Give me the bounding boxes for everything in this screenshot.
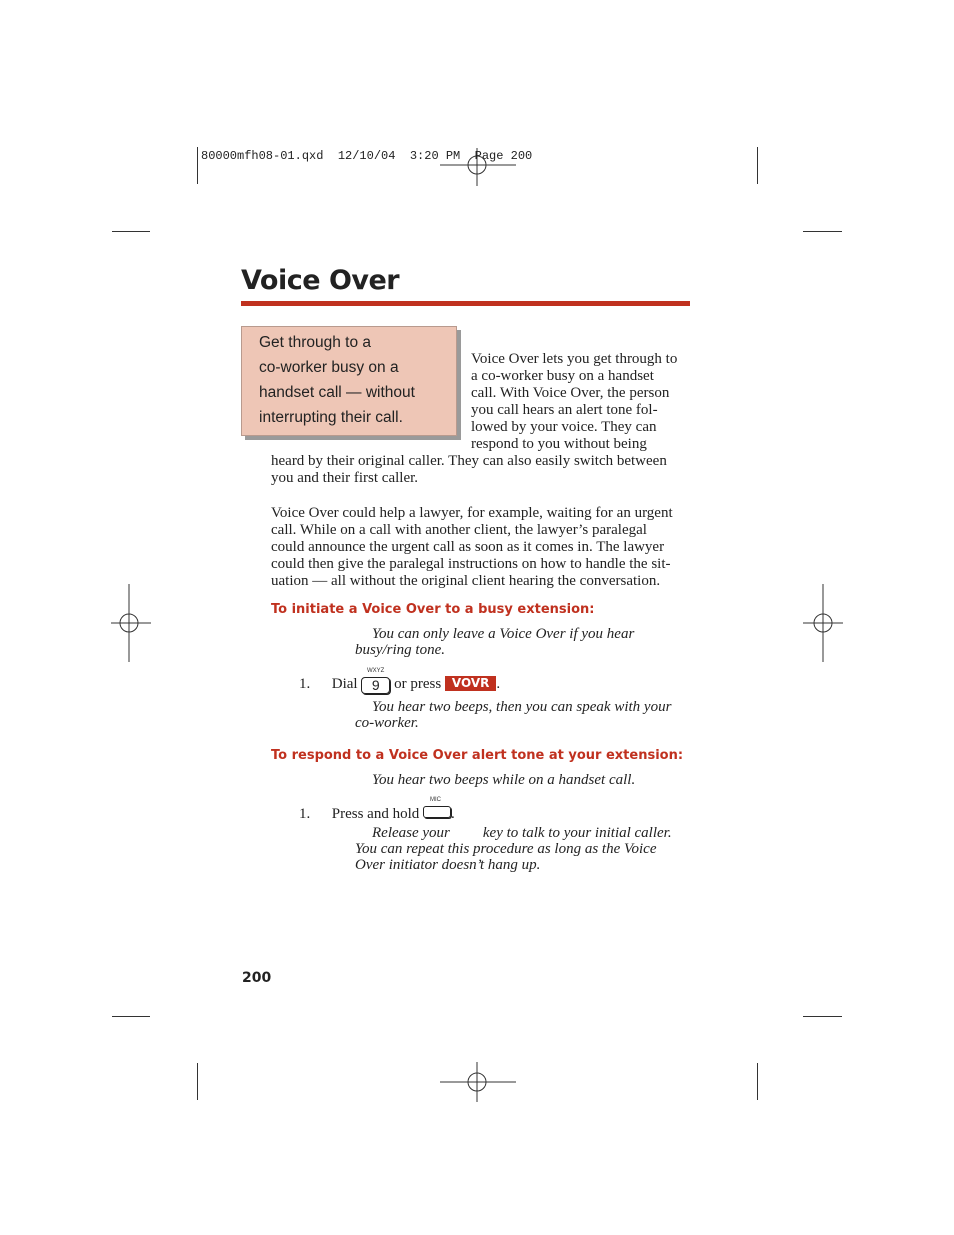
title-rule — [241, 301, 690, 306]
text-line: could announce the urgent call as soon as it comes in. The lawyer — [271, 539, 665, 555]
text-line: could then give the paralegal instructions on how to handle the sit- — [271, 556, 671, 572]
vovr-softkey[interactable]: VOVR — [445, 676, 496, 691]
intro-paragraph-continued — [271, 453, 711, 487]
dial-key-9[interactable]: 9 — [361, 677, 390, 694]
section-heading-respond: To respond to a Voice Over alert tone at your extension: — [271, 748, 684, 763]
text-line: uation — all without the original client hearing the conversation. — [271, 573, 661, 589]
text-line: You hear two beeps, then you can speak with your — [372, 699, 672, 715]
registration-mark-left — [111, 584, 151, 662]
text-line: respond to you without being — [471, 436, 647, 452]
registration-mark-bottom — [440, 1062, 516, 1102]
file-header: 80000mfh08-01.qxd 12/10/04 3:20 PM Page 200 — [201, 149, 533, 163]
text-line: busy/ring tone. — [355, 642, 445, 658]
callout-line: Get through to a — [259, 334, 372, 351]
text-fragment: Release your — [372, 825, 450, 841]
crop-mark — [803, 1016, 842, 1017]
text-line: heard by their original caller. They can also easily switch between — [271, 453, 667, 469]
step-end: . — [451, 806, 455, 822]
crop-mark — [197, 1063, 198, 1100]
section1-step — [299, 676, 500, 694]
mic-key-label: MIC — [430, 797, 441, 803]
crop-mark — [803, 231, 842, 232]
text-line: you call hears an alert tone fol- — [471, 402, 658, 418]
step-text: Press and hold — [331, 806, 420, 822]
page-number: 200 — [242, 970, 272, 986]
registration-mark-right — [803, 584, 843, 662]
section2-result — [355, 825, 695, 873]
callout-box — [241, 326, 457, 436]
callout-line: interrupting their call. — [259, 409, 403, 426]
crop-mark — [757, 147, 758, 184]
crop-mark — [112, 231, 150, 232]
section2-note: You hear two beeps while on a handset call. — [372, 772, 636, 788]
step-text: or press — [394, 676, 442, 692]
text-line: co-worker. — [355, 715, 419, 731]
example-paragraph — [271, 505, 711, 590]
text-line: you and their first caller. — [271, 470, 419, 486]
text-line: Over initiator doesn’t hang up. — [355, 857, 541, 873]
step-text: Dial — [331, 676, 358, 692]
page-title: Voice Over — [241, 265, 400, 296]
text-line: Voice Over could help a lawyer, for example, waiting for an urgent — [271, 505, 673, 521]
section2-step — [299, 806, 455, 823]
text-line: You can repeat this procedure as long as the Voice — [355, 841, 657, 857]
crop-mark — [757, 1063, 758, 1100]
text-line: lowed by your voice. They can — [471, 419, 657, 435]
section1-result — [355, 699, 695, 731]
step-number: 1. — [299, 676, 311, 692]
callout-line: handset call — without — [259, 384, 415, 401]
callout-line: co-worker busy on a — [259, 359, 399, 376]
step-end: . — [496, 676, 501, 692]
text-line: call. While on a call with another client, the lawyer’s paralegal — [271, 522, 647, 538]
key-9-label: WXYZ — [367, 668, 385, 674]
section-heading-initiate: To initiate a Voice Over to a busy extension: — [271, 602, 595, 617]
text-line — [355, 825, 695, 841]
section1-note — [355, 626, 695, 658]
text-fragment: key to talk to your initial caller. — [482, 825, 672, 841]
mic-key[interactable] — [423, 806, 451, 818]
text-line: You can only leave a Voice Over if you hear — [372, 626, 635, 642]
crop-mark — [197, 147, 198, 184]
intro-paragraph — [471, 351, 701, 453]
text-line: Voice Over lets you get through to — [471, 351, 678, 367]
text-line: a co-worker busy on a handset — [471, 368, 654, 384]
text-line: call. With Voice Over, the person — [471, 385, 670, 401]
crop-mark — [112, 1016, 150, 1017]
step-number: 1. — [299, 806, 311, 822]
